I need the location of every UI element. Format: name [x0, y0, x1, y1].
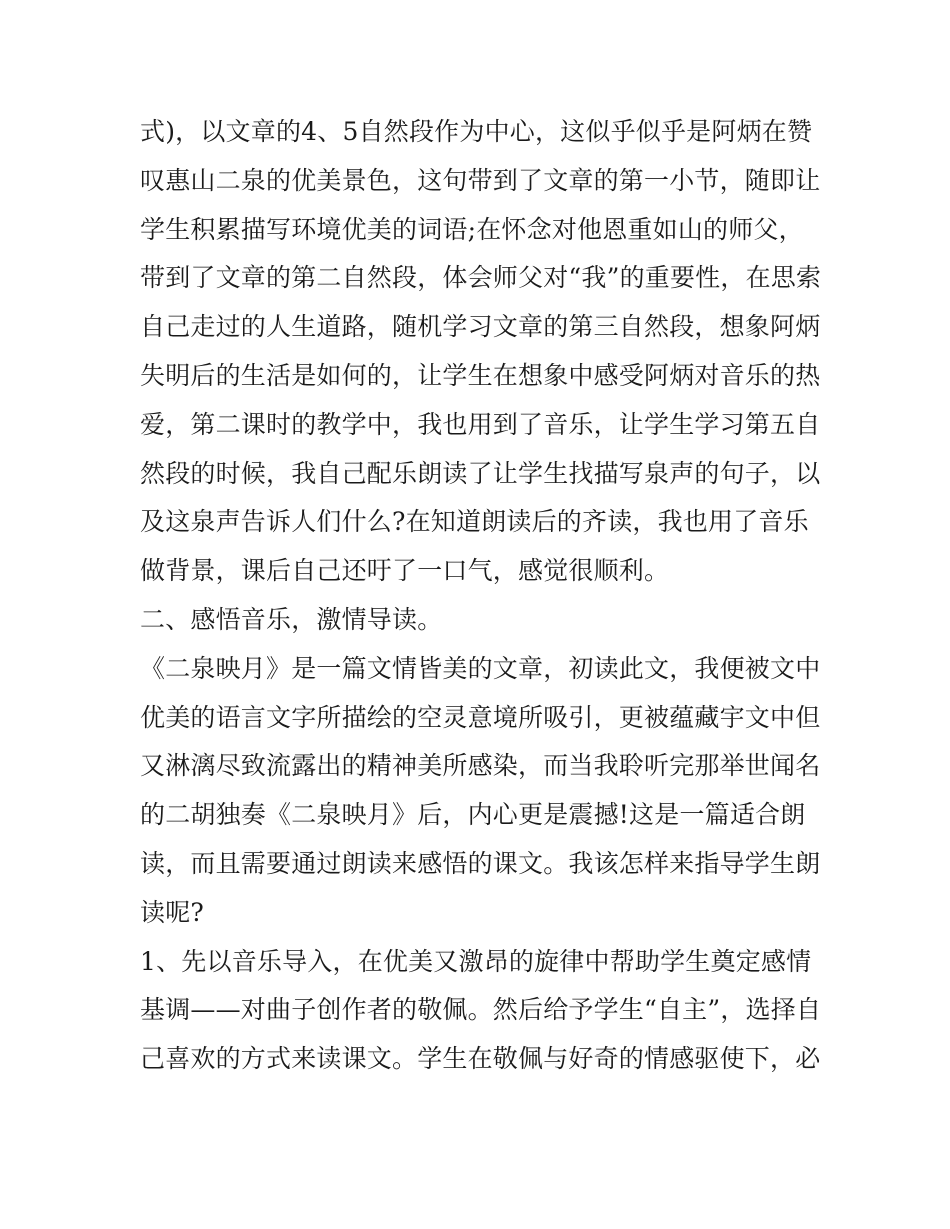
- text-line: 及这泉声告诉人们什么?在知道朗读后的齐读，我也用了音乐: [140, 507, 809, 537]
- text-line: 《二泉映月》是一篇文情皆美的文章，初读此文，我便被文中: [140, 653, 821, 683]
- text-line: 读呢?: [140, 897, 205, 927]
- list-item-line: 1、先以音乐导入，在优美又激昂的旋律中帮助学生奠定感情: [140, 946, 812, 976]
- text-line: 自己走过的人生道路，随机学习文章的第三自然段，想象阿炳: [140, 312, 821, 342]
- text-line: 基调——对曲子创作者的敬佩。然后给予学生“自主”，选择自: [140, 995, 822, 1025]
- text-line: 然段的时候，我自己配乐朗读了让学生找描写泉声的句子，以: [140, 458, 821, 488]
- text-line: 做背景，课后自己还吁了一口气，感觉很顺利。: [140, 556, 670, 586]
- text-line: 的二胡独奏《二泉映月》后，内心更是震撼!这是一篇适合朗: [140, 800, 806, 830]
- section-heading: 二、感悟音乐，激情导读。: [140, 604, 443, 634]
- document-body: [140, 108, 830, 1084]
- text-line: 失明后的生活是如何的，让学生在想象中感受阿炳对音乐的热: [140, 360, 821, 390]
- text-line: 又淋漓尽致流露出的精神美所感染，而当我聆听完那举世闻名: [140, 751, 821, 781]
- text-line: 带到了文章的第二自然段，体会师父对“我”的重要性，在思索: [140, 263, 822, 293]
- text-line: 式)，以文章的4、5自然段作为中心，这似乎似乎是阿炳在赞: [140, 117, 813, 146]
- text-line: 叹惠山二泉的优美景色，这句带到了文章的第一小节，随即让: [140, 165, 821, 195]
- text-line: 己喜欢的方式来读课文。学生在敬佩与好奇的情感驱使下，必: [140, 1044, 821, 1074]
- text-line: 读，而且需要通过朗读来感悟的课文。我该怎样来指导学生朗: [140, 848, 821, 878]
- text-line: 优美的语言文字所描绘的空灵意境所吸引，更被蕴藏宇文中但: [140, 702, 821, 732]
- text-line: 爱，第二课时的教学中，我也用到了音乐，让学生学习第五自: [140, 409, 821, 439]
- text-line: 学生积累描写环境优美的词语;在怀念对他恩重如山的师父，: [140, 214, 804, 244]
